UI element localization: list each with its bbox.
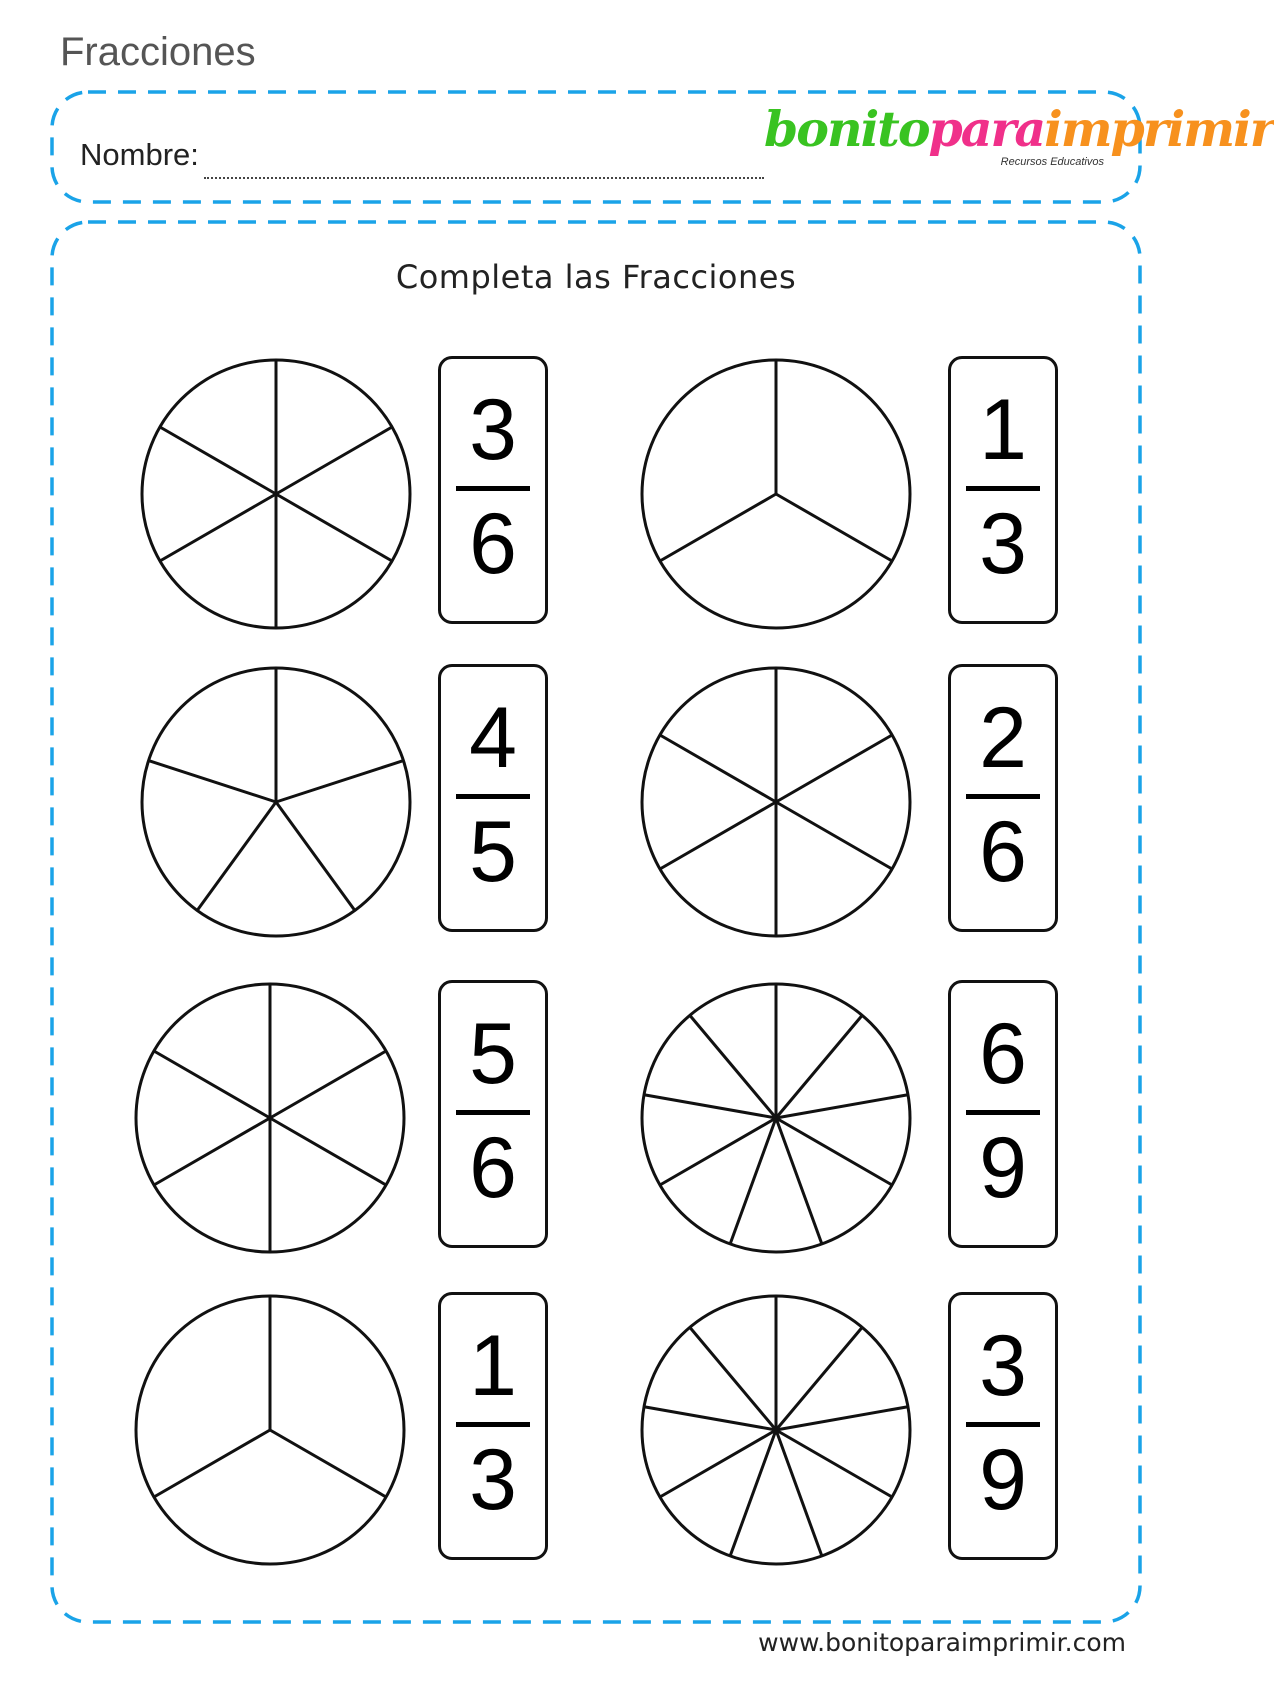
pie-division-line bbox=[660, 802, 776, 869]
fraction-pie-3 bbox=[138, 664, 414, 940]
fraction-pie-2 bbox=[638, 356, 914, 632]
logo-part-imprimir: imprimir bbox=[1044, 100, 1274, 158]
pie-division-line bbox=[776, 1430, 822, 1556]
fraction-card-3 bbox=[438, 664, 548, 932]
footer-url: www.bonitoparaimprimir.com bbox=[758, 1628, 1126, 1657]
pie-division-line bbox=[776, 1430, 892, 1497]
logo-part-bonito: bonito bbox=[764, 100, 929, 158]
pie-division-line bbox=[776, 1407, 908, 1430]
pie-division-line bbox=[276, 427, 392, 494]
pie-division-line bbox=[776, 1118, 892, 1185]
fraction-pie-1 bbox=[138, 356, 414, 632]
name-input-line[interactable] bbox=[204, 177, 764, 179]
numerator: 2 bbox=[979, 690, 1027, 786]
fraction-bar bbox=[456, 1110, 530, 1115]
numerator: 4 bbox=[469, 690, 517, 786]
fraction-card-6 bbox=[948, 980, 1058, 1248]
pie-division-line bbox=[644, 1407, 776, 1430]
pie-division-line bbox=[644, 1095, 776, 1118]
denominator: 9 bbox=[979, 1432, 1027, 1528]
pie-division-line bbox=[270, 1051, 386, 1118]
fraction-card-8 bbox=[948, 1292, 1058, 1560]
pie-division-line bbox=[270, 1430, 386, 1497]
pie-division-line bbox=[776, 1118, 822, 1244]
page-title: Fracciones bbox=[60, 30, 256, 74]
pie-division-line bbox=[730, 1118, 776, 1244]
numerator: 1 bbox=[979, 382, 1027, 478]
pie-division-line bbox=[160, 427, 276, 494]
pie-division-line bbox=[776, 494, 892, 561]
fraction-bar bbox=[456, 486, 530, 491]
numerator: 1 bbox=[469, 1318, 517, 1414]
pie-division-line bbox=[154, 1430, 270, 1497]
pie-division-line bbox=[776, 1327, 862, 1430]
denominator: 5 bbox=[469, 804, 517, 900]
denominator: 9 bbox=[979, 1120, 1027, 1216]
numerator: 3 bbox=[469, 382, 517, 478]
fraction-card-7 bbox=[438, 1292, 548, 1560]
pie-division-line bbox=[270, 1118, 386, 1185]
pie-division-line bbox=[660, 1430, 776, 1497]
pie-division-line bbox=[776, 1095, 908, 1118]
fraction-pie-6 bbox=[638, 980, 914, 1256]
numerator: 5 bbox=[469, 1006, 517, 1102]
pie-division-line bbox=[660, 1118, 776, 1185]
pie-division-line bbox=[776, 1015, 862, 1118]
pie-division-line bbox=[276, 761, 403, 802]
fraction-card-1 bbox=[438, 356, 548, 624]
pie-division-line bbox=[197, 802, 276, 910]
fraction-bar bbox=[456, 1422, 530, 1427]
pie-division-line bbox=[160, 494, 276, 561]
instructions: Completa las Fracciones bbox=[395, 258, 797, 296]
fraction-bar bbox=[966, 486, 1040, 491]
fraction-card-4 bbox=[948, 664, 1058, 932]
numerator: 6 bbox=[979, 1006, 1027, 1102]
fraction-pie-4 bbox=[638, 664, 914, 940]
denominator: 6 bbox=[469, 496, 517, 592]
fraction-pie-7 bbox=[132, 1292, 408, 1568]
pie-division-line bbox=[154, 1118, 270, 1185]
pie-division-line bbox=[776, 735, 892, 802]
fraction-bar bbox=[966, 1422, 1040, 1427]
pie-division-line bbox=[690, 1327, 776, 1430]
fraction-card-2 bbox=[948, 356, 1058, 624]
name-label: Nombre: bbox=[80, 137, 199, 172]
fraction-pie-8 bbox=[638, 1292, 914, 1568]
pie-division-line bbox=[660, 494, 776, 561]
pie-division-line bbox=[149, 761, 276, 802]
denominator: 3 bbox=[979, 496, 1027, 592]
pie-division-line bbox=[276, 494, 392, 561]
logo-subtitle: Recursos Educativos bbox=[1000, 156, 1104, 168]
fraction-pie-5 bbox=[132, 980, 408, 1256]
denominator: 6 bbox=[469, 1120, 517, 1216]
fraction-bar bbox=[456, 794, 530, 799]
pie-division-line bbox=[776, 802, 892, 869]
pie-division-line bbox=[154, 1051, 270, 1118]
fraction-bar bbox=[966, 794, 1040, 799]
fraction-card-5 bbox=[438, 980, 548, 1248]
denominator: 3 bbox=[469, 1432, 517, 1528]
pie-division-line bbox=[730, 1430, 776, 1556]
pie-division-line bbox=[660, 735, 776, 802]
pie-division-line bbox=[690, 1015, 776, 1118]
logo-wordmark bbox=[764, 100, 1274, 158]
numerator: 3 bbox=[979, 1318, 1027, 1414]
pie-division-line bbox=[276, 802, 355, 910]
fraction-bar bbox=[966, 1110, 1040, 1115]
logo-part-para: para bbox=[928, 100, 1045, 158]
denominator: 6 bbox=[979, 804, 1027, 900]
brand-logo bbox=[764, 100, 1274, 174]
